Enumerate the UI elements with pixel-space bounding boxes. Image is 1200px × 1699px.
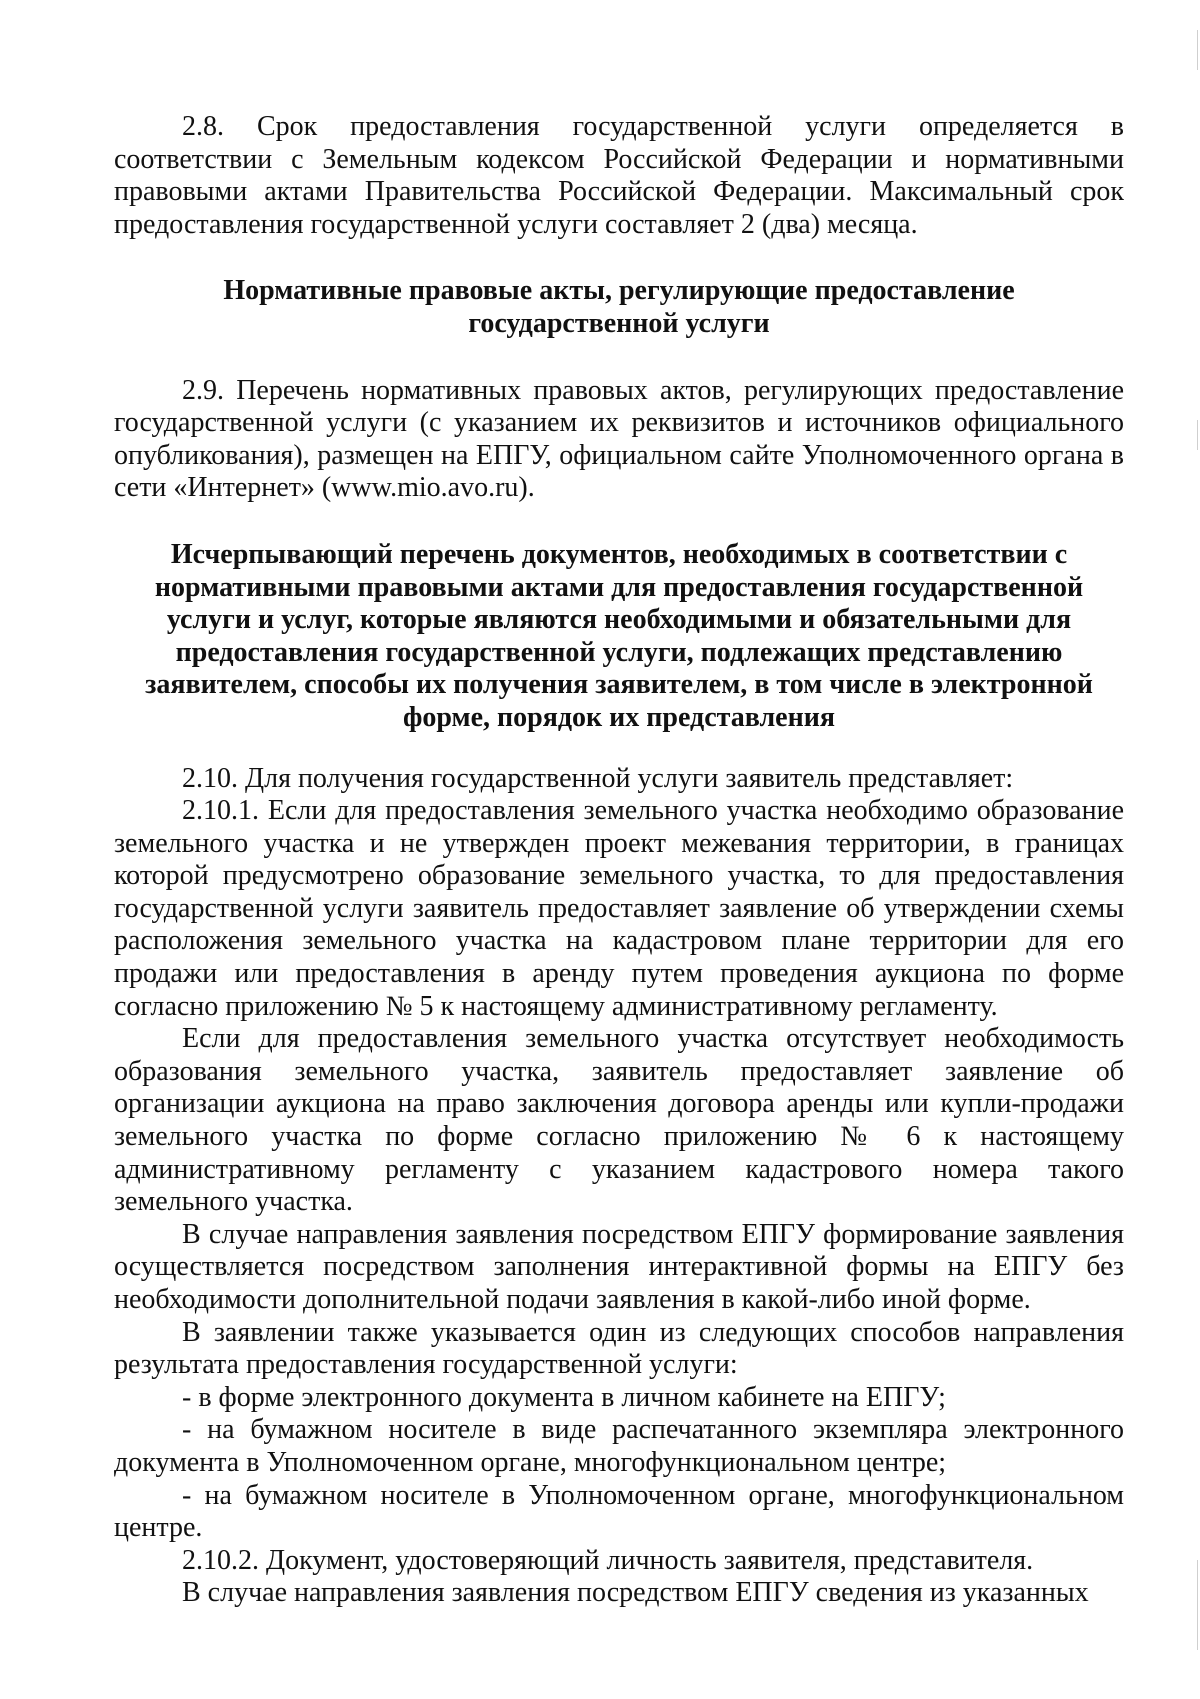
paragraph-2-10-2: 2.10.2. Документ, удостоверяющий личность заявителя, представителя. <box>182 1544 1034 1576</box>
list-item-method-1: - в форме электронного документа в личном кабинете на ЕПГУ; <box>182 1381 946 1413</box>
section-heading-documents-list: Исчерпывающий перечень документов, необходимых в соответствии с нормативными правовыми актами для предоставления государственной услуги и услуг, которые являются необходимыми и обязательными для предоставления государственной услуги, подлежащих представлению заявителем, способы их получения заявителем, в том числе в электронной форме, порядок их представления <box>145 538 1093 733</box>
heading-line: государственной услуги <box>468 307 770 339</box>
paragraph-2-8: 2.8. Срок предоставления государственной услуги определяется в соответствии с Земельным кодексом Российской Федерации и нормативными правовыми актами Правительства Российской Федерации. Максимальный срок предоставления государственной услуги составляет 2 (два) месяца. <box>114 111 1124 240</box>
scan-artifact <box>1197 420 1198 450</box>
paragraph-epgu-form: В случае направления заявления посредством ЕПГУ формирование заявления осуществляется посредством заполнения интерактивной формы на ЕПГУ без необходимости дополнительной подачи заявления в какой-либо иной форме. <box>114 1218 1124 1315</box>
paragraph-if-absent: Если для предоставления земельного участка отсутствует необходимость образования земельного участка, заявитель предоставляет заявление об организации аукциона на право заключения договора аренды или купли-продажи земельного участка по форме согласно приложению № 6 к настоящему административному регламенту с указанием кадастрового номера такого земельного участка. <box>114 1023 1124 1218</box>
section-heading-normative-acts <box>114 275 1124 340</box>
document-body <box>114 111 1124 1610</box>
scan-artifact <box>1197 30 1198 70</box>
heading-line: Нормативные правовые акты, регулирующие предоставление <box>223 275 1015 307</box>
paragraph-2-9: 2.9. Перечень нормативных правовых актов, регулирующих предоставление государственной услуги (с указанием их реквизитов и источников официального опубликования), размещен на ЕПГУ, официальном сайте Уполномоченного органа в сети «Интернет» (www.mio.avo.ru). <box>114 374 1124 504</box>
paragraph-2-10: 2.10. Для получения государственной услуги заявитель представляет: <box>182 762 1014 794</box>
paragraph-methods-intro: В заявлении также указывается один из следующих способов направления результата предоставления государственной услуги: <box>114 1316 1124 1381</box>
list-item-method-2: - на бумажном носителе в виде распечатанного экземпляра электронного документа в Уполномоченном органе, многофункциональном центре; <box>114 1414 1124 1478</box>
list-item-method-3: - на бумажном носителе в Уполномоченном органе, многофункциональном центре. <box>114 1479 1124 1544</box>
scan-artifact <box>1197 1560 1198 1650</box>
paragraph-last: В случае направления заявления посредством ЕПГУ сведения из указанных <box>182 1577 1089 1609</box>
paragraph-2-10-1: 2.10.1. Если для предоставления земельного участка необходимо образование земельного участка и не утвержден проект межевания территории, в границах которой предусмотрено образование земельного участка, то для предоставления государственной услуги заявитель предоставляет заявление об утверждении схемы расположения земельного участка на кадастровом плане территории для его продажи или предоставления в аренду путем проведения аукциона по форме согласно приложению № 5 к настоящему административному регламенту. <box>114 795 1124 1022</box>
